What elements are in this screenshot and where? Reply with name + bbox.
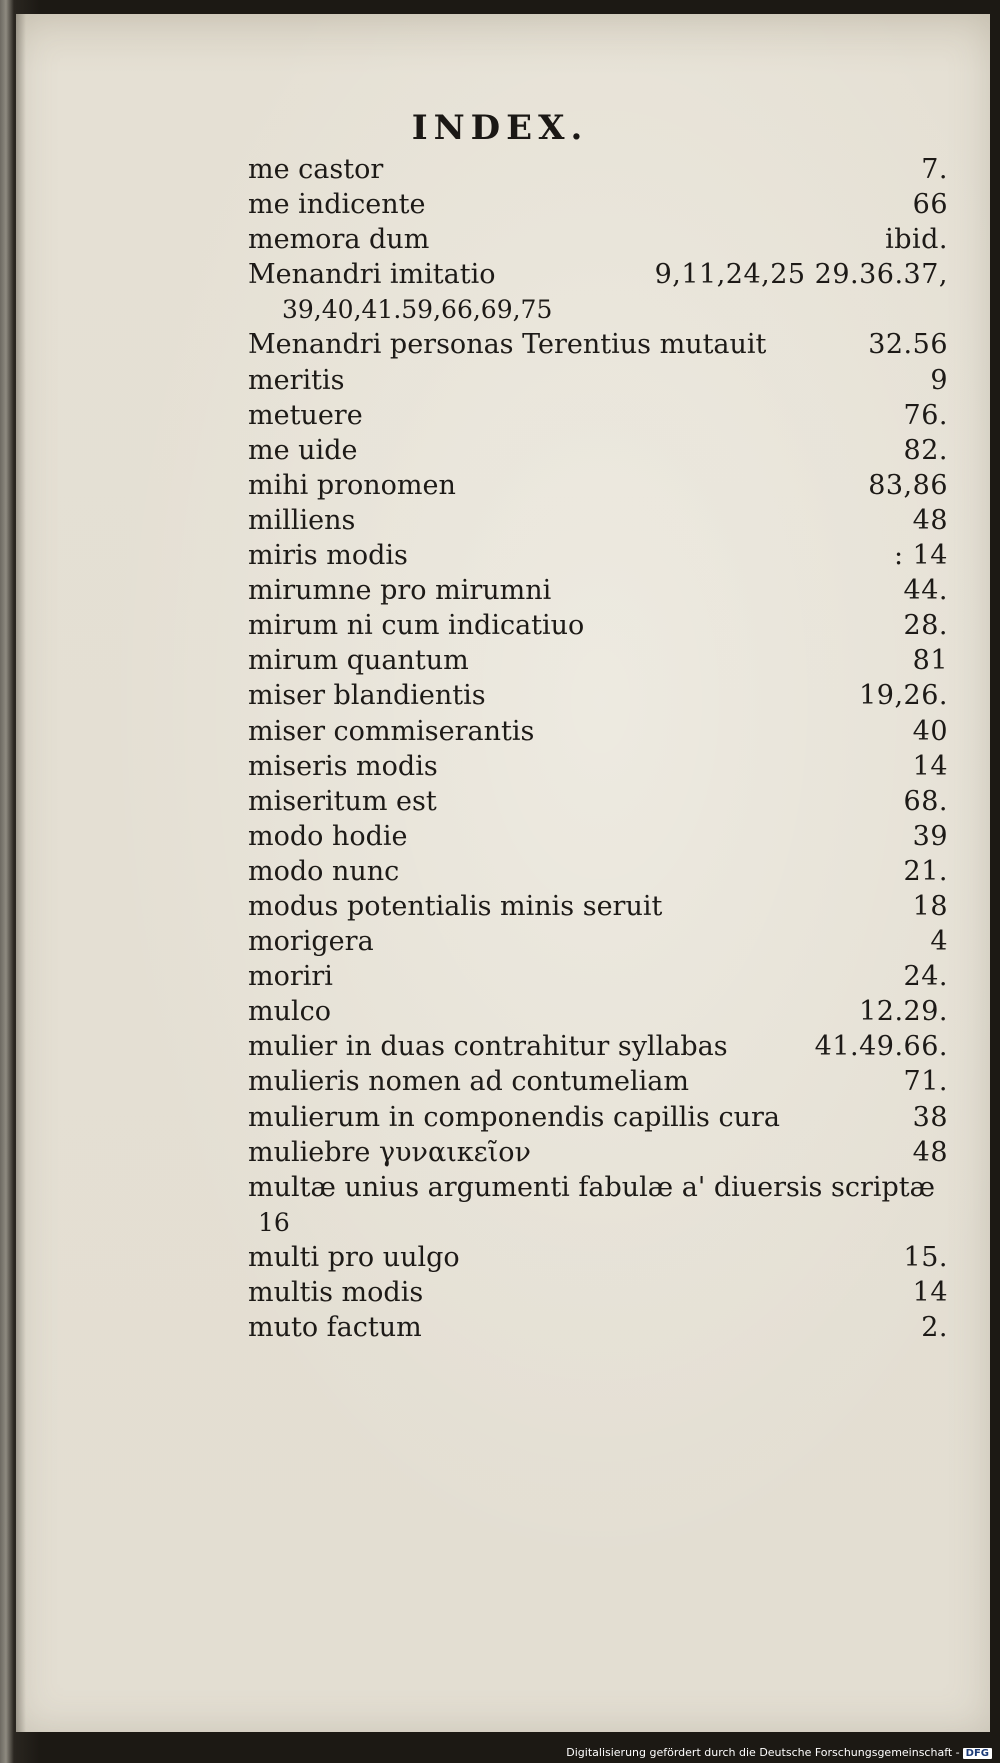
index-page-refs: 15. xyxy=(903,1241,948,1273)
index-entry xyxy=(248,1100,948,1135)
index-page-refs: 14 xyxy=(912,750,948,782)
index-page-refs: 38 xyxy=(912,1101,948,1133)
index-page-refs: 12.29. xyxy=(859,996,948,1028)
index-term: mirum ni cum indicatiuo xyxy=(248,610,585,642)
index-entry xyxy=(248,1310,948,1345)
index-term: me indicente xyxy=(248,189,426,221)
index-term: multæ unius argumenti fabulæ a' diuersis scriptæ xyxy=(248,1171,936,1203)
index-page-refs: 44. xyxy=(903,575,948,607)
index-term: milliens xyxy=(248,504,356,536)
index-entry xyxy=(248,152,948,187)
index-entry xyxy=(248,257,948,292)
index-entry xyxy=(248,363,948,398)
index-heading: INDEX. xyxy=(411,108,589,148)
page-gutter-shadow xyxy=(16,14,26,1732)
index-page-refs: 9,11,24,25 29.36.37, xyxy=(654,259,948,291)
index-page-refs: 7. xyxy=(921,154,948,185)
index-page-refs: 21. xyxy=(903,855,948,887)
index-page-refs: 39 xyxy=(912,820,948,852)
index-entry xyxy=(248,538,948,573)
index-entry xyxy=(248,678,948,713)
index-term: moriri xyxy=(248,961,333,993)
index-page-refs: 82. xyxy=(903,434,948,466)
index-page-refs: 40 xyxy=(912,715,948,747)
index-page-refs: 28. xyxy=(903,610,948,642)
index-entry xyxy=(248,889,948,924)
index-page-refs: 41.49.66. xyxy=(814,1031,948,1063)
index-entry xyxy=(248,1240,948,1275)
index-term: mulco xyxy=(248,996,332,1028)
index-entry xyxy=(248,819,948,854)
dfg-logo: DFG xyxy=(963,1748,992,1759)
index-term: mulier in duas contrahitur syllabas xyxy=(248,1031,728,1063)
index-entry xyxy=(248,714,948,749)
index-term: me uide xyxy=(248,434,358,466)
index-page-refs: 19,26. xyxy=(859,680,948,712)
index-term: modo nunc xyxy=(248,855,400,887)
index-entry-continuation: 16 xyxy=(258,1207,290,1237)
index-entry-list xyxy=(248,152,948,1345)
index-page-refs: 2. xyxy=(921,1312,948,1344)
index-term: miseris modis xyxy=(248,750,438,782)
index-page-refs: 66 xyxy=(912,189,948,221)
index-term: mulierum in componendis capillis cura xyxy=(248,1101,780,1133)
index-term: multis modis xyxy=(248,1277,424,1308)
index-entry xyxy=(248,398,948,433)
index-entry xyxy=(248,854,948,889)
index-entry xyxy=(248,1029,948,1064)
index-term: muto factum xyxy=(248,1312,422,1344)
index-entry xyxy=(248,187,948,222)
index-term: miris modis xyxy=(248,540,408,572)
index-term: mirum quantum xyxy=(248,645,469,677)
index-term: miser blandientis xyxy=(248,680,486,712)
index-term: Menandri imitatio xyxy=(248,259,496,291)
index-page-refs: 81 xyxy=(912,645,948,677)
index-entry xyxy=(248,924,948,959)
index-term: multi pro uulgo xyxy=(248,1241,460,1273)
index-entry xyxy=(248,433,948,468)
index-page-refs: 48 xyxy=(912,1136,948,1168)
index-term: modus potentialis minis seruit xyxy=(248,890,663,922)
index-entry xyxy=(248,994,948,1029)
credit-text: Digitalisierung gefördert durch die Deutsche Forschungsgemeinschaft - xyxy=(566,1746,960,1759)
index-term: metuere xyxy=(248,399,363,431)
index-page-refs: 48 xyxy=(912,504,948,536)
index-entry xyxy=(248,327,948,362)
index-page-refs: 9 xyxy=(930,364,948,396)
index-term: mihi pronomen xyxy=(248,469,456,501)
index-entry xyxy=(248,1275,948,1310)
index-page-refs: 32.56 xyxy=(868,329,948,361)
index-entry xyxy=(248,468,948,503)
index-term: miser commiserantis xyxy=(248,715,535,747)
index-page-refs: 68. xyxy=(903,785,948,817)
index-entry xyxy=(248,222,948,257)
index-entry xyxy=(248,749,948,784)
index-page-refs: 24. xyxy=(903,961,948,993)
index-page-refs: 4 xyxy=(930,926,948,958)
index-term: memora dum xyxy=(248,224,430,256)
index-term: mirumne pro mirumni xyxy=(248,575,552,607)
index-term: miseritum est xyxy=(248,785,437,817)
index-entry xyxy=(248,1064,948,1099)
index-entry xyxy=(248,1135,948,1170)
index-entry xyxy=(248,608,948,643)
index-page-refs: 71. xyxy=(903,1066,948,1098)
index-term: Menandri personas Terentius mutauit xyxy=(248,329,767,361)
digitization-credit xyxy=(566,1746,992,1759)
index-term: mulieris nomen ad contumeliam xyxy=(248,1066,689,1098)
index-entry xyxy=(248,784,948,819)
index-page-refs: 76. xyxy=(903,399,948,431)
index-page-refs: ibid. xyxy=(885,224,948,256)
index-entry xyxy=(248,643,948,678)
index-entry-continuation: 39,40,41.59,66,69,75 xyxy=(282,295,553,325)
index-page-refs: 14 xyxy=(912,1277,948,1308)
index-term: morigera xyxy=(248,926,374,958)
index-entry xyxy=(248,573,948,608)
index-term: muliebre γυναικεῖον xyxy=(248,1136,531,1168)
index-entry xyxy=(248,503,948,538)
index-term: modo hodie xyxy=(248,820,408,852)
index-entry xyxy=(248,1170,948,1205)
index-term: meritis xyxy=(248,364,345,396)
index-entry xyxy=(248,959,948,994)
index-page-refs: 83,86 xyxy=(868,469,948,501)
index-term: me castor xyxy=(248,154,384,185)
index-page-refs: : 14 xyxy=(893,540,948,572)
index-page-refs: 18 xyxy=(912,890,948,922)
